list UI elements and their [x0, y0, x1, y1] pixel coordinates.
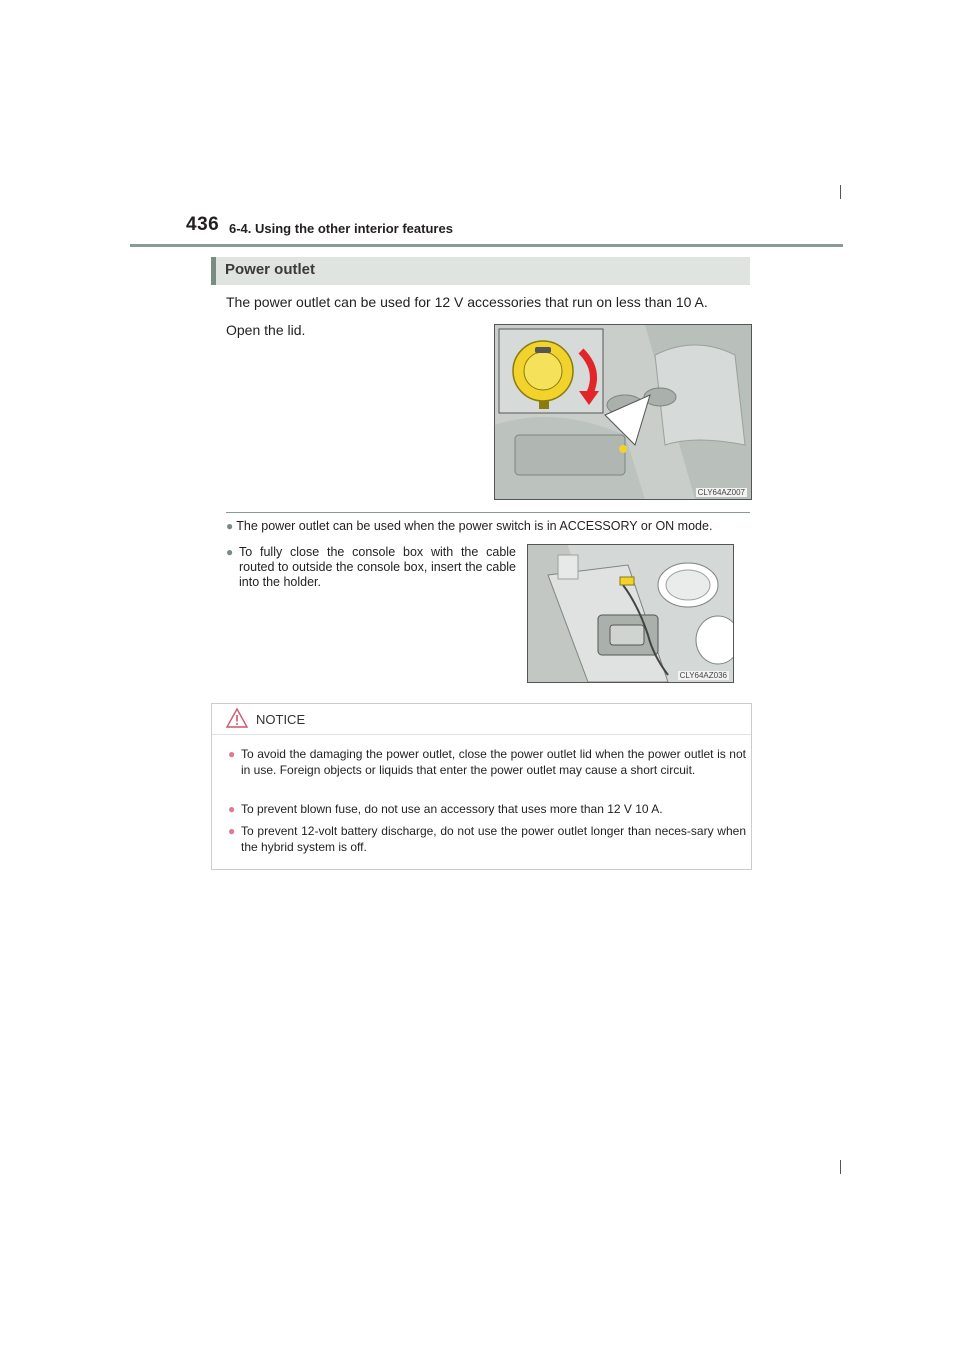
image-code: CLY64AZ007 [697, 488, 745, 497]
info-bullet [226, 519, 756, 534]
info-bullet [226, 545, 516, 590]
page-number: 436 [186, 214, 220, 235]
power-outlet-figure [494, 324, 752, 500]
bullet-dot-icon: ● [228, 747, 236, 761]
console-illustration [495, 325, 751, 499]
notice-item [228, 824, 746, 855]
cable-holder-figure [527, 544, 734, 683]
bullet-dot-icon: ● [226, 519, 234, 533]
header-rule [130, 244, 843, 247]
bullet-dot-icon: ● [228, 824, 236, 838]
console-box-illustration [528, 545, 733, 682]
section-accent [211, 257, 216, 285]
intro-text: The power outlet can be used for 12 V accessories that run on less than 10 A. [226, 294, 708, 310]
notice-text: To avoid the damaging the power outlet, close the power outlet lid when the power outlet is not in use. Foreign objects or liquids that enter the power outlet may cause a short circuit. [241, 747, 746, 777]
chapter-title: 6-4. Using the other interior features [229, 221, 453, 236]
notice-item [228, 802, 746, 818]
bullet-dot-icon: ● [228, 802, 236, 816]
notice-text: To prevent blown fuse, do not use an accessory that uses more than 12 V 10 A. [241, 802, 663, 816]
section-heading [211, 257, 750, 285]
notice-label: NOTICE [256, 712, 306, 727]
bullet-text: To fully close the console box with the cable routed to outside the console box, insert the cable into the holder. [239, 545, 516, 589]
bullet-dot-icon: ● [226, 545, 234, 559]
warning-icon [226, 708, 248, 728]
notice-header [212, 704, 751, 735]
step-text: Open the lid. [226, 322, 306, 338]
separator-rule [226, 512, 750, 513]
notice-text: To prevent 12-volt battery discharge, do not use the power outlet longer than neces-sary when the hybrid system is off. [241, 824, 746, 854]
notice-box [211, 703, 752, 870]
image-code: CLY64AZ036 [679, 671, 727, 680]
bullet-text: The power outlet can be used when the power switch is in ACCESSORY or ON mode. [236, 519, 713, 533]
crop-mark [840, 1160, 841, 1174]
notice-item [228, 747, 746, 778]
section-title: Power outlet [225, 261, 316, 278]
crop-mark [840, 185, 841, 199]
